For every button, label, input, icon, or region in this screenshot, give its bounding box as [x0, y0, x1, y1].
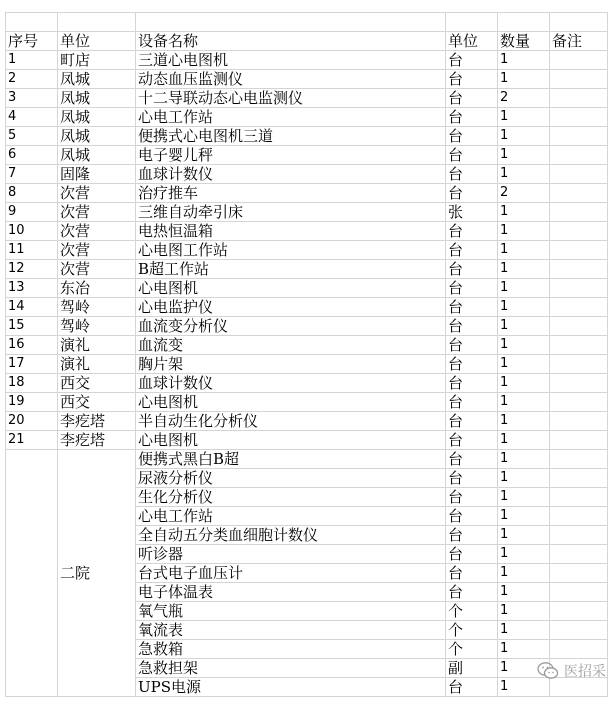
cell-measure-unit: 台: [446, 545, 498, 564]
table-row: [6, 336, 608, 355]
cell-device-name: 电热恒温箱: [136, 222, 446, 241]
cell-device-name: 十二导联动态心电监测仪: [136, 89, 446, 108]
cell-device-name: 心电工作站: [136, 507, 446, 526]
cell-quantity: 1: [498, 640, 550, 659]
wechat-icon: [537, 661, 559, 681]
cell-remark: [550, 393, 608, 412]
cell-unit: 凤城: [58, 146, 136, 165]
cell-seq: 13: [6, 279, 58, 298]
cell-seq: 8: [6, 184, 58, 203]
cell-device-name: 治疗推车: [136, 184, 446, 203]
cell-unit: 西交: [58, 374, 136, 393]
cell-device-name: 便携式心电图机三道: [136, 127, 446, 146]
cell-quantity: 1: [498, 431, 550, 450]
cell-quantity: 1: [498, 222, 550, 241]
table-row: [6, 108, 608, 127]
cell-remark: [550, 241, 608, 260]
cell-seq: 1: [6, 51, 58, 70]
header-quantity: 数量: [498, 32, 550, 51]
watermark-text: 医招采: [564, 664, 606, 680]
table-row: [6, 165, 608, 184]
cell-measure-unit: 台: [446, 564, 498, 583]
cell-measure-unit: 副: [446, 659, 498, 678]
cell-device-name: 半自动生化分析仪: [136, 412, 446, 431]
cell-remark: [550, 165, 608, 184]
cell-seq: 20: [6, 412, 58, 431]
header-device-name: 设备名称: [136, 32, 446, 51]
cell-unit: 固隆: [58, 165, 136, 184]
cell-quantity: 1: [498, 241, 550, 260]
cell-quantity: 1: [498, 374, 550, 393]
cell-remark: [550, 51, 608, 70]
cell-seq: 12: [6, 260, 58, 279]
cell-measure-unit: 个: [446, 602, 498, 621]
cell-measure-unit: 台: [446, 279, 498, 298]
cell-seq: 5: [6, 127, 58, 146]
cell-quantity: 1: [498, 108, 550, 127]
table-row: [6, 70, 608, 89]
table-row: [6, 51, 608, 70]
cell-measure-unit: 台: [446, 127, 498, 146]
table-row: [6, 374, 608, 393]
cell-remark: [550, 488, 608, 507]
cell-remark: [550, 583, 608, 602]
cell-measure-unit: 台: [446, 412, 498, 431]
cell-quantity: 1: [498, 279, 550, 298]
table-row: [6, 260, 608, 279]
cell-device-name: 心电图机: [136, 431, 446, 450]
cell-seq: 11: [6, 241, 58, 260]
cell-unit: 次营: [58, 203, 136, 222]
cell-quantity: 1: [498, 260, 550, 279]
blank-row: [6, 13, 608, 32]
cell-quantity: 1: [498, 355, 550, 374]
cell-unit: 驾岭: [58, 317, 136, 336]
cell-quantity: 1: [498, 146, 550, 165]
cell-measure-unit: 台: [446, 165, 498, 184]
cell-measure-unit: 台: [446, 70, 498, 89]
table-row: [6, 146, 608, 165]
cell-measure-unit: 台: [446, 450, 498, 469]
cell-remark: [550, 336, 608, 355]
table-row: [6, 222, 608, 241]
cell-device-name: 心电工作站: [136, 108, 446, 127]
cell-device-name: 心电图机: [136, 393, 446, 412]
cell-seq: 21: [6, 431, 58, 450]
cell-remark: [550, 412, 608, 431]
cell-seq: 2: [6, 70, 58, 89]
cell-measure-unit: 张: [446, 203, 498, 222]
cell-seq: 6: [6, 146, 58, 165]
cell-seq: 14: [6, 298, 58, 317]
cell-device-name: 氧流表: [136, 621, 446, 640]
cell-remark: [550, 222, 608, 241]
cell-device-name: 台式电子血压计: [136, 564, 446, 583]
cell-device-name: 心电图工作站: [136, 241, 446, 260]
header-unit: 单位: [58, 32, 136, 51]
cell-unit: 次营: [58, 184, 136, 203]
cell-remark: [550, 640, 608, 659]
table-row: [6, 184, 608, 203]
cell-device-name: 三道心电图机: [136, 51, 446, 70]
cell-unit: 凤城: [58, 127, 136, 146]
cell-measure-unit: 台: [446, 222, 498, 241]
cell-device-name: B超工作站: [136, 260, 446, 279]
cell-seq: 7: [6, 165, 58, 184]
cell-seq: 17: [6, 355, 58, 374]
cell-remark: [550, 146, 608, 165]
cell-quantity: 1: [498, 165, 550, 184]
cell-remark: [550, 108, 608, 127]
cell-measure-unit: 台: [446, 51, 498, 70]
cell-device-name: 心电图机: [136, 279, 446, 298]
table-row: [6, 298, 608, 317]
cell-device-name: 急救担架: [136, 659, 446, 678]
cell-unit: 驾岭: [58, 298, 136, 317]
table-row: [6, 355, 608, 374]
cell-quantity: 1: [498, 583, 550, 602]
cell-remark: [550, 260, 608, 279]
cell-quantity: 1: [498, 450, 550, 469]
cell-device-name: 急救箱: [136, 640, 446, 659]
cell-measure-unit: 台: [446, 393, 498, 412]
cell-unit: 李疙塔: [58, 431, 136, 450]
cell-remark: [550, 507, 608, 526]
table-row: [6, 89, 608, 108]
cell-quantity: 1: [498, 678, 550, 697]
cell-remark: [550, 317, 608, 336]
cell-device-name: 生化分析仪: [136, 488, 446, 507]
cell-unit: 东冶: [58, 279, 136, 298]
cell-remark: [550, 431, 608, 450]
cell-seq: 16: [6, 336, 58, 355]
cell-quantity: 1: [498, 317, 550, 336]
cell-remark: [550, 70, 608, 89]
cell-measure-unit: 个: [446, 621, 498, 640]
cell-quantity: 1: [498, 507, 550, 526]
cell-unit: 凤城: [58, 108, 136, 127]
cell-quantity: 2: [498, 184, 550, 203]
cell-remark: [550, 545, 608, 564]
header-seq: 序号: [6, 32, 58, 51]
cell-quantity: 1: [498, 298, 550, 317]
cell-measure-unit: 台: [446, 431, 498, 450]
cell-measure-unit: 台: [446, 583, 498, 602]
cell-measure-unit: 台: [446, 89, 498, 108]
table-row: [6, 450, 608, 469]
cell-remark: [550, 564, 608, 583]
cell-unit: 次营: [58, 260, 136, 279]
cell-quantity: 1: [498, 621, 550, 640]
header-measure-unit: 单位: [446, 32, 498, 51]
header-row: [6, 32, 608, 51]
cell-quantity: 1: [498, 393, 550, 412]
cell-measure-unit: 台: [446, 355, 498, 374]
cell-unit: 町店: [58, 51, 136, 70]
table-row: [6, 431, 608, 450]
table-row: [6, 412, 608, 431]
cell-quantity: 1: [498, 70, 550, 89]
cell-device-name: 血流变分析仪: [136, 317, 446, 336]
cell-device-name: 电子体温表: [136, 583, 446, 602]
cell-quantity: 2: [498, 89, 550, 108]
cell-remark: [550, 374, 608, 393]
cell-quantity: 1: [498, 51, 550, 70]
cell-measure-unit: 台: [446, 678, 498, 697]
cell-device-name: 氧气瓶: [136, 602, 446, 621]
cell-measure-unit: 台: [446, 146, 498, 165]
cell-remark: [550, 450, 608, 469]
equipment-table: [5, 12, 608, 697]
table-row: [6, 127, 608, 146]
table-row: [6, 393, 608, 412]
cell-quantity: 1: [498, 564, 550, 583]
cell-seq: 15: [6, 317, 58, 336]
cell-unit: 次营: [58, 241, 136, 260]
header-remark: 备注: [550, 32, 608, 51]
watermark: [537, 661, 606, 681]
cell-remark: [550, 89, 608, 108]
cell-seq-merged: [6, 450, 58, 697]
cell-device-name: 便携式黑白B超: [136, 450, 446, 469]
table-row: [6, 203, 608, 222]
cell-quantity: 1: [498, 488, 550, 507]
cell-remark: [550, 184, 608, 203]
cell-seq: 10: [6, 222, 58, 241]
cell-measure-unit: 台: [446, 336, 498, 355]
cell-remark: [550, 621, 608, 640]
table-row: [6, 317, 608, 336]
cell-unit: 凤城: [58, 70, 136, 89]
cell-device-name: 电子婴儿秤: [136, 146, 446, 165]
cell-seq: 19: [6, 393, 58, 412]
cell-device-name: 血流变: [136, 336, 446, 355]
cell-device-name: 尿液分析仪: [136, 469, 446, 488]
cell-seq: 4: [6, 108, 58, 127]
cell-device-name: 胸片架: [136, 355, 446, 374]
cell-measure-unit: 台: [446, 526, 498, 545]
cell-measure-unit: 台: [446, 298, 498, 317]
cell-quantity: 1: [498, 469, 550, 488]
cell-quantity: 1: [498, 127, 550, 146]
cell-device-name: 血球计数仪: [136, 374, 446, 393]
cell-seq: 3: [6, 89, 58, 108]
cell-measure-unit: 台: [446, 184, 498, 203]
cell-remark: [550, 602, 608, 621]
cell-measure-unit: 台: [446, 469, 498, 488]
cell-remark: [550, 355, 608, 374]
cell-remark: [550, 203, 608, 222]
cell-quantity: 1: [498, 545, 550, 564]
cell-remark: [550, 279, 608, 298]
cell-device-name: 血球计数仪: [136, 165, 446, 184]
cell-device-name: 动态血压监测仪: [136, 70, 446, 89]
cell-unit: 演礼: [58, 336, 136, 355]
cell-measure-unit: 台: [446, 241, 498, 260]
cell-remark: [550, 127, 608, 146]
cell-unit: 演礼: [58, 355, 136, 374]
cell-quantity: 1: [498, 526, 550, 545]
cell-quantity: 1: [498, 412, 550, 431]
cell-remark: [550, 469, 608, 488]
cell-measure-unit: 台: [446, 374, 498, 393]
cell-unit-merged: 二院: [58, 450, 136, 697]
cell-unit: 次营: [58, 222, 136, 241]
cell-quantity: 1: [498, 203, 550, 222]
cell-device-name: 听诊器: [136, 545, 446, 564]
cell-measure-unit: 个: [446, 640, 498, 659]
cell-seq: 9: [6, 203, 58, 222]
table-row: [6, 241, 608, 260]
cell-device-name: 三维自动牵引床: [136, 203, 446, 222]
cell-measure-unit: 台: [446, 108, 498, 127]
cell-remark: [550, 298, 608, 317]
cell-remark: [550, 526, 608, 545]
cell-device-name: 全自动五分类血细胞计数仪: [136, 526, 446, 545]
cell-measure-unit: 台: [446, 317, 498, 336]
cell-measure-unit: 台: [446, 488, 498, 507]
cell-device-name: 心电监护仪: [136, 298, 446, 317]
cell-seq: 18: [6, 374, 58, 393]
cell-unit: 西交: [58, 393, 136, 412]
cell-quantity: 1: [498, 659, 550, 678]
cell-unit: 李疙塔: [58, 412, 136, 431]
cell-measure-unit: 台: [446, 507, 498, 526]
cell-quantity: 1: [498, 336, 550, 355]
table-row: [6, 279, 608, 298]
cell-device-name: UPS电源: [136, 678, 446, 697]
cell-measure-unit: 台: [446, 260, 498, 279]
cell-quantity: 1: [498, 602, 550, 621]
cell-unit: 凤城: [58, 89, 136, 108]
